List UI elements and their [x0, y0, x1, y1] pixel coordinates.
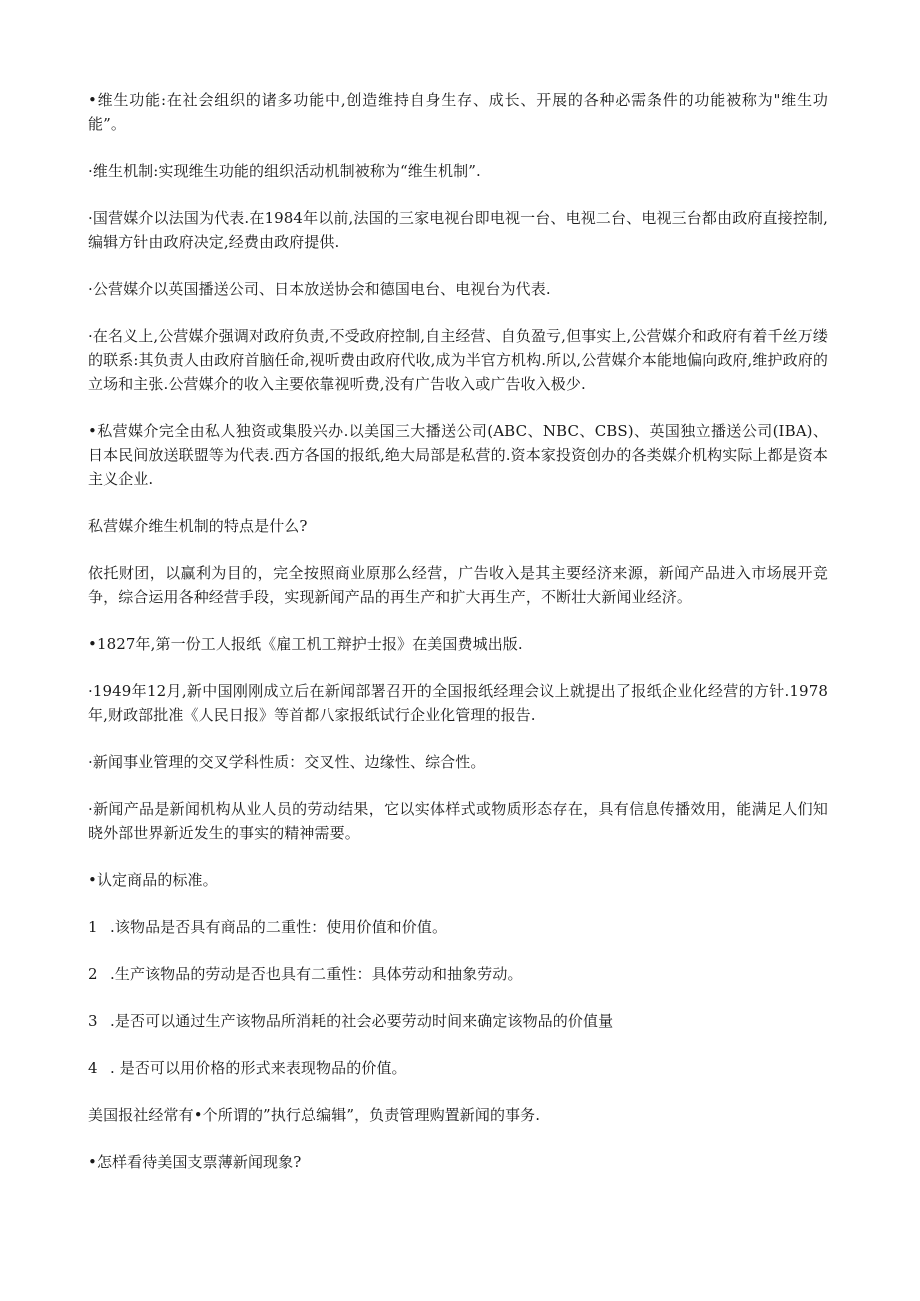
paragraph-answer-private: 依托财团，以赢利为目的，完全按照商业原那么经营，广告收入是其主要经济来源，新闻产品进入市场展开竞争，综合运用各种经营手段，实现新闻产品的再生产和扩大再生产，不断壮大新闻业经济。	[88, 564, 828, 606]
paragraph-private-media: •私营媒介完全由私人独资或集股兴办.以美国三大播送公司(ABC、NBC、CBS)、英国独立播送公司(IBA)、日本民间放送联盟等为代表.西方各国的报纸,绝大局部是私营的.资本家投资创办的各类媒介机构实际上都是资本主义企业.	[88, 422, 828, 488]
list-text: .是否可以通过生产该物品所消耗的社会必要劳动时间来确定该物品的价值量	[110, 1012, 614, 1030]
paragraph-public-media-detail: ·在名义上,公营媒介强调对政府负责,不受政府控制,自主经营、自负盈亏,但事实上,公营媒介和政府有着千丝万缕的联系:其负责人由政府首脑任命,视听费由政府代收,成为半官方机构.所以,公营媒介本能地偏向政府,维护政府的立场和主张.公营媒介的收入主要依靠视听费,没有广告收入或广告收入极少.	[88, 327, 828, 393]
list-item-2	[88, 962, 828, 986]
list-item-1	[88, 915, 828, 939]
list-item-4	[88, 1056, 828, 1080]
paragraph-1827: •1827年,第一份工人报纸《雇工机工辩护士报》在美国费城出版.	[88, 635, 523, 653]
paragraph-state-media: ·国营媒介以法国为代表.在1984年以前,法国的三家电视台即电视一台、电视二台、电视三台都由政府直接控制,编辑方针由政府决定,经费由政府提供.	[88, 209, 828, 251]
list-text: .生产该物品的劳动是否也具有二重性：具体劳动和抽象劳动。	[110, 965, 523, 983]
list-text: .该物品是否具有商品的二重性：使用价值和价值。	[110, 918, 448, 936]
list-number: 1	[88, 918, 98, 936]
paragraph-question-private: 私营媒介维生机制的特点是什么?	[88, 517, 308, 535]
paragraph-news-product: ·新闻产品是新闻机构从业人员的劳动结果，它以实体样式或物质形态存在，具有信息传播效用，能满足人们知晓外部世界新近发生的事实的精神需要。	[88, 800, 828, 842]
list-text: . 是否可以用价格的形式来表现物品的价值。	[110, 1059, 407, 1077]
paragraph-survival-mechanism: ·维生机制:实现维生功能的组织活动机制被称为“维生机制”.	[88, 162, 481, 180]
paragraph-commodity-criteria: •认定商品的标准。	[88, 871, 218, 889]
list-number: 2	[88, 965, 98, 983]
paragraph-public-media: ·公营媒介以英国播送公司、日本放送协会和德国电台、电视台为代表.	[88, 280, 551, 298]
paragraph-1949: ·1949年12月,新中国刚刚成立后在新闻部署召开的全国报纸经理会议上就提出了报纸企业化经营的方针.1978年,财政部批准《人民日报》等首都八家报纸试行企业化管理的报告.	[88, 682, 828, 724]
paragraph-interdisciplinary: ·新闻事业管理的交叉学科性质：交叉性、边缘性、综合性。	[88, 753, 486, 771]
list-number: 3	[88, 1012, 98, 1030]
paragraph-executive-editor: 美国报社经常有•个所谓的”执行总编辑”，负责管理购置新闻的事务.	[88, 1106, 541, 1124]
paragraph-checkbook-journalism: •怎样看待美国支票薄新闻现象?	[88, 1153, 302, 1171]
document-page	[88, 88, 828, 1197]
paragraph-survival-function: •维生功能:在社会组织的诸多功能中,创造维持自身生存、成长、开展的各种必需条件的功能被称为"维生功能”。	[88, 91, 828, 133]
list-number: 4	[88, 1059, 98, 1077]
list-item-3	[88, 1009, 828, 1033]
